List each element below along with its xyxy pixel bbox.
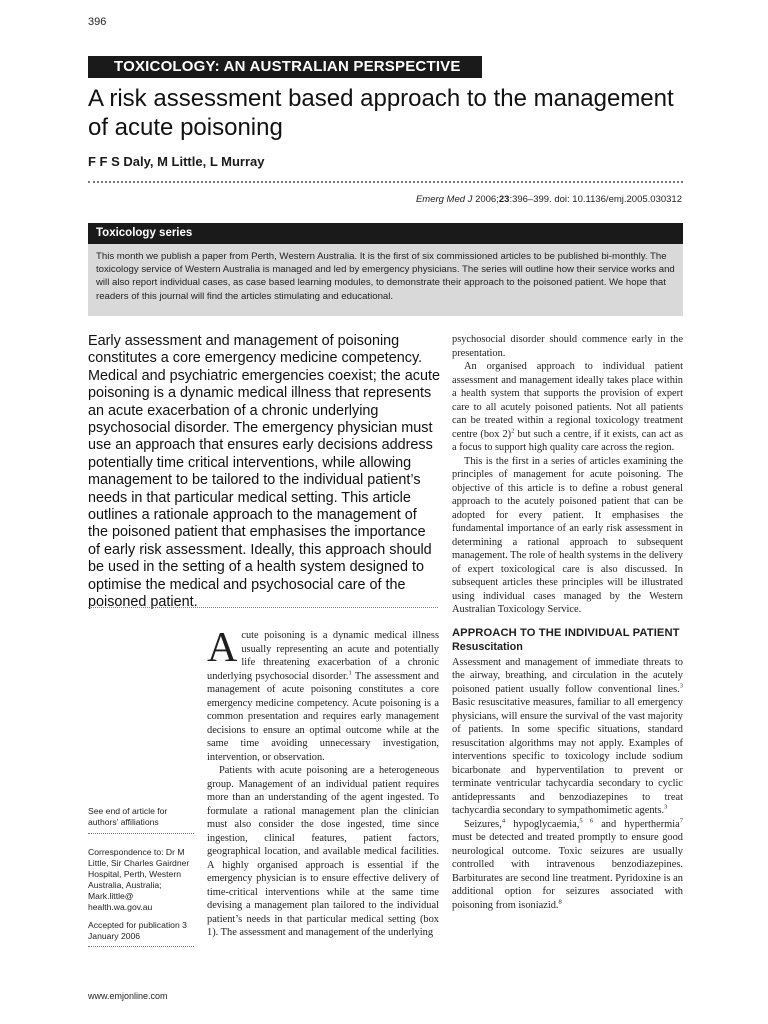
series-banner: TOXICOLOGY: AN AUSTRALIAN PERSPECTIVE (88, 56, 482, 78)
article-title: A risk assessment based approach to the management of acute poisoning (88, 85, 674, 141)
affiliations-note: See end of article for authors’ affiliations (88, 806, 168, 827)
series-box-text: This month we publish a paper from Perth, Western Australia. It is the first of six commissioned articles to be published bi-monthly. The toxicology service of Western Australia is managed and led by emergency physicians. The series will outline how their service works and will also report individual cases, as case based learning modules, to demonstrate their approach to the poisoned patient. We hope that readers of this journal will find the articles stimulating and educational. (88, 244, 683, 316)
paragraph: Acute poisoning is a dynamic medical illness usually representing an acute and potentially life threatening exacerbation of a chronic underlying psychosocial disorder.$^1$ The assessment and management of acute poisoning constitutes a core emergency medicine competency. Acute poisoning is a common presentation and requires early management decisions to ensure an optimal outcome while at the same time avoiding unnecessary investigation, intervention, or observation. (207, 625, 439, 763)
series-box-header: Toxicology series (88, 223, 683, 244)
citation-volume: 23 (498, 194, 510, 205)
paragraph: An organised approach to individual patient assessment and management ideally takes place within a health system that supports the provision of expert care to all acutely poisoned patients. Not all patients can be treated within a regional toxicology treatment centre (box 2)$^2$ but such a centre, if it exists, can act as a focus to support high quality care across the region. (452, 361, 683, 453)
sidebar-divider (88, 946, 194, 947)
citation-year: 2006; (475, 194, 499, 205)
authors: F F S Daly, M Little, L Murray (88, 154, 265, 169)
citation-rest: :396–399. doi: 10.1136/emj.2005.030312 (509, 194, 682, 205)
abstract-divider (88, 607, 438, 608)
paragraph: psychosocial disorder should commence early in the presentation. (452, 334, 683, 359)
body-column-middle (207, 625, 439, 940)
paragraph: This is the first in a series of articles examining the principles of management for acute poisoning. The objective of this article is to define a robust general approach to the acutely poisoned patient that can be adopted for every patient. It emphasises the fundamental importance of an early risk assessment in determining a rational approach to subsequent management. The role of health systems in the delivery of expert toxicological care is also discussed. In subsequent articles these principles will be illustrated using individual cases managed by the Western Australian Toxicology Service. (452, 455, 683, 615)
paragraph: Patients with acute poisoning are a heterogeneous group. Management of an individual patient requires more than an understanding of the agent ingested. To formulate a rational management plan the clinician must also consider the dose ingested, time since ingestion, clinical features, patient factors, geographical location, and available medical facilities. A highly organised approach is essential if the emergency physician is to ensure effective delivery of time-critical interventions while at the same time devising a management plan tailored to the individual patient’s needs in that particular medical setting (box 1). The assessment and management of the underlying (207, 765, 439, 938)
page-number: 396 (88, 16, 107, 28)
subsection-heading: Resuscitation (452, 641, 523, 653)
sidebar-divider (88, 833, 194, 834)
footer-url: www.emjonline.com (88, 991, 168, 1001)
body-column-right (452, 333, 683, 912)
drop-cap: A (207, 625, 238, 671)
paragraph: Seizures,$^4$ hypoglycaemia,$^{5 6}$ and hyperthermia$^7$ must be detected and treated promptly to ensure good neurological outcome. Toxic seizures are usually controlled with intravenous benzodiazepines. Barbiturates are second line treatment. Pyridoxine is an additional option for seizures associated with poisoning from isoniazid.$^8$ (452, 817, 684, 911)
citation (300, 194, 682, 205)
correspondence-note: Correspondence to: Dr M Little, Sir Charles Gairdner Hospital, Perth, Western Australia, Australia; Mark.little@ health.wa.gov.au (88, 847, 190, 912)
paragraph: Assessment and management of immediate threats to the airway, breathing, and circulation in the acutely poisoned patient usually follow conventional lines.$^3$ Basic resuscitative measures, familiar to all emergency physicians, will ensure the survival of the vast majority of patients. In some specific situations, standard resuscitation algorithms may not apply. Examples of interventions specific to toxicology include sodium bicarbonate and hyperventilation to prevent or terminate ventricular tachycardia secondary to cyclic antidepressants and benzodiazepines to treat tachycardia secondary to sympathomimetic agents.$^3$ (452, 656, 683, 816)
citation-journal: Emerg Med J (415, 194, 473, 205)
abstract: Early assessment and management of poisoning constitutes a core emergency medicine competency. Medical and psychiatric emergencies coexist; the acute poisoning is a dynamic medical illness that represents an acute exacerbation of a chronic underlying psychosocial disorder. The emergency physician must use an approach that ensures early decisions address potentially time critical interventions, while allowing management to be tailored to the individual patient’s needs in that particular medical setting. This article outlines a rationale approach to the management of the poisoned patient that emphasises the importance of early risk assessment. Ideally, this approach should be used in the setting of a health system designed to optimise the medical and psychosocial care of the poisoned patient. (88, 333, 440, 611)
section-heading: APPROACH TO THE INDIVIDUAL PATIENT (452, 626, 680, 639)
divider (88, 181, 683, 183)
accepted-note: Accepted for publication 3 January 2006 (88, 920, 187, 941)
